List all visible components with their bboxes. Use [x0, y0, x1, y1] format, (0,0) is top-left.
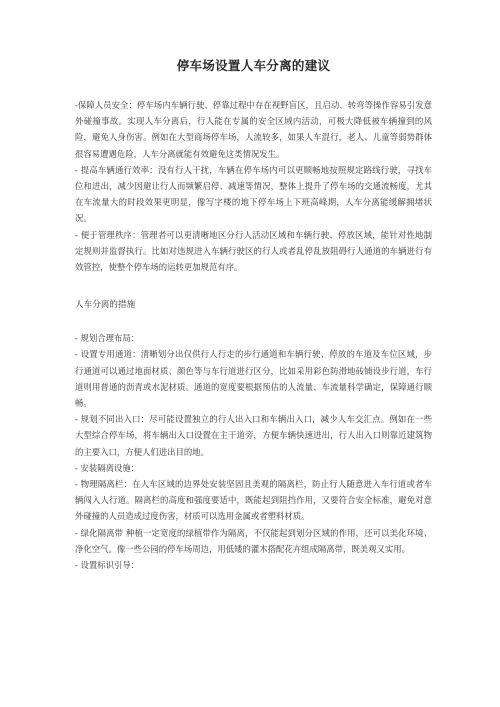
- measure-green-belt: - 绿化隔离带 种植一定宽度的绿植带作为隔离，不仅能起到划分区域的作用，还可以美化环境、净化空气。像一些公园的停车场周边，用低矮的灌木搭配花卉组成隔离带，既美观又实用。: [75, 527, 432, 554]
- measure-signage-heading: - 设置标识引导：: [75, 560, 140, 571]
- intro-paragraph-safety: -保障人员安全：停车场内车辆行驶、停靠过程中存在视野盲区，且启动、转弯等操作容易引发意外碰撞事故。实现人车分离后，行人能在专属的安全区域内活动，可极大降低被车辆撞到的风险，避免人身伤害。例如在大型商场停车场，人流较多，如果人车混行，老人、儿童等弱势群体很容易遭遇危险，人车分离就能有效避免这类情况发生。: [75, 100, 432, 159]
- document-title: 停车场设置人车分离的建议: [176, 58, 331, 73]
- measure-layout-heading: - 规划合理布局：: [75, 333, 140, 344]
- measure-dedicated-paths: - 设置专用通道：清晰划分出仅供行人行走的步行通道和车辆行驶、停放的车道及车位区域，步行通道可以通过地面材质、颜色等与车行道进行区分，比如采用彩色防滑地砖铺设步行道，车行道则用普通的沥青或水泥材质。通道的宽度要根据预估的人流量、车流量科学确定，保障通行顺畅。: [75, 349, 432, 409]
- intro-paragraph-management: - 便于管理秩序：管理者可以更清晰地区分行人活动区域和车辆行驶、停放区域，能针对性地制定规则并监督执行。比如对违规进入车辆行驶区的行人或者乱停乱放阻碍行人通道的车辆进行有效管控，使整个停车场的运转更加规范有序。: [75, 229, 432, 273]
- intro-paragraph-efficiency: - 提高车辆通行效率：没有行人干扰，车辆在停车场内可以更顺畅地按照规定路线行驶，寻找车位和进出，减少因避让行人而频繁启停、减速等情况，整体上提升了停车场的交通流畅度，尤其在车流量大的时段效果更明显，像写字楼的地下停车场上下班高峰期，人车分离能缓解拥堵状况。: [75, 164, 432, 224]
- measure-isolation-heading: - 安装隔离设施：: [75, 462, 140, 473]
- section-heading-measures: 人车分离的措施: [75, 300, 136, 311]
- measure-physical-barrier: - 物理隔离栏：在人车区域的边界处安装坚固且美观的隔离栏，防止行人随意进入车行道或者车辆闯入人行道。隔离栏的高度和强度要适中，既能起到阻挡作用，又要符合安全标准，避免对意外碰撞的人员造成过度伤害，材质可以选用金属或者塑料材质。: [75, 479, 432, 522]
- measure-separate-entrances: - 规划不同出入口：尽可能设置独立的行人出入口和车辆出入口，减少人车交汇点。例如在一些大型综合停车场，将车辆出入口设置在主干道旁，方便车辆快速进出，行人出入口则靠近建筑物的主要入口，方便人们进出目的地。: [75, 414, 432, 457]
